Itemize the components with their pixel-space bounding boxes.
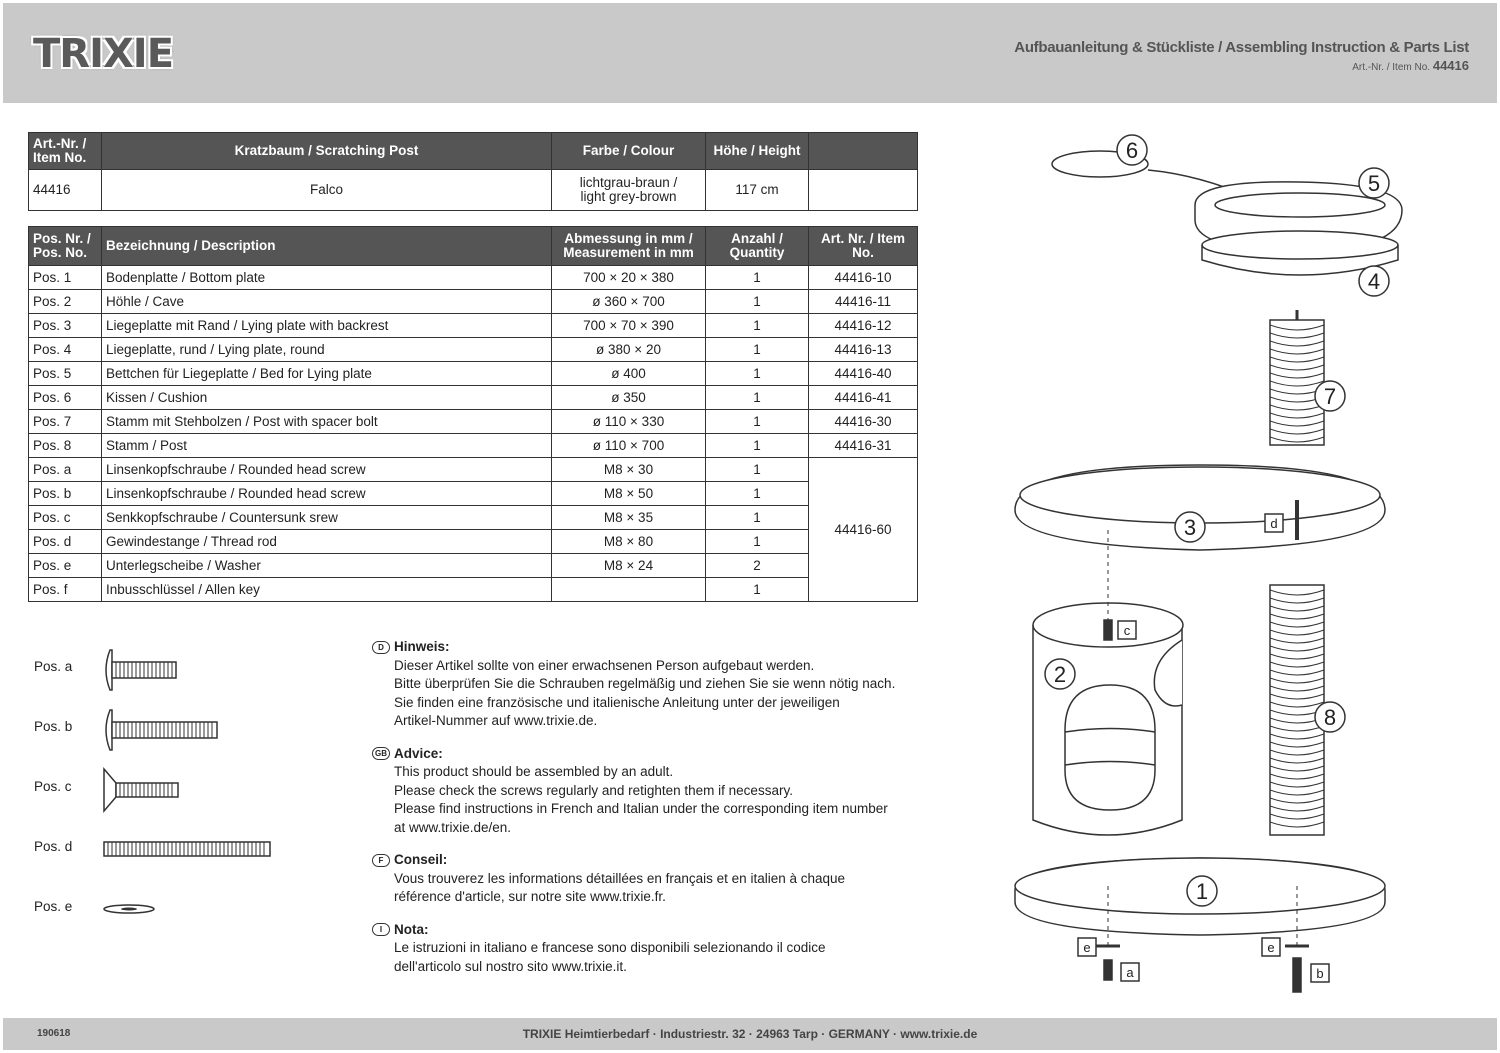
flag-gb-icon: GB [372,747,390,760]
product-colour [552,170,706,211]
parts-desc: Liegeplatte mit Rand / Lying plate with backrest [102,314,552,338]
callout-4-label: 4 [1367,269,1381,294]
note-line: Vous trouverez les informations détaillées en français et en italien à chaque [394,870,846,886]
parts-measure: ø 360 × 700 [552,290,706,314]
parts-desc: Linsenkopfschraube / Rounded head screw [102,482,552,506]
parts-table [28,226,918,602]
flag-fr-icon: F [372,854,390,867]
screw-e-label: Pos. e [34,899,73,914]
screw-d-label: Pos. d [34,839,73,854]
product-col-height: Höhe / Height [706,133,809,170]
parts-art: 44416-12 [809,314,918,338]
parts-pos: Pos. b [29,482,102,506]
parts-desc: Bodenplatte / Bottom plate [102,266,552,290]
washer-icon [102,897,162,921]
countersunk-screw-icon [102,767,182,813]
parts-desc: Senkkopfschraube / Countersunk srew [102,506,552,530]
product-height: 117 cm [706,170,809,211]
note-line: Please find instructions in French and Italian under the corresponding item number [394,801,888,816]
parts-row [29,410,918,434]
brand-logo: TRIXIE [33,31,174,77]
parts-qty: 1 [706,338,809,362]
parts-qty: 1 [706,434,809,458]
parts-row [29,314,918,338]
parts-row [29,554,918,578]
parts-desc: Stamm / Post [102,434,552,458]
parts-measure: ø 350 [552,386,706,410]
callout-a-label: a [1126,965,1134,980]
parts-row [29,506,918,530]
parts-pos: Pos. 5 [29,362,102,386]
note-de [372,638,932,731]
company-address: TRIXIE Heimtierbedarf · Industriestr. 32 · 24963 Tarp · GERMANY · www.trixie.de [522,1027,978,1041]
parts-pos: Pos. a [29,458,102,482]
screw-c [34,765,334,815]
parts-desc: Kissen / Cushion [102,386,552,410]
parts-row [29,578,918,602]
parts-body [29,266,918,602]
product-col-name: Kratzbaum / Scratching Post [102,133,552,170]
parts-pos: Pos. 6 [29,386,102,410]
parts-row [29,290,918,314]
parts-measure: M8 × 50 [552,482,706,506]
parts-measure: ø 110 × 700 [552,434,706,458]
parts-pos: Pos. e [29,554,102,578]
product-row [29,170,918,211]
callout-e-left-label: e [1083,940,1091,955]
callout-5-label: 5 [1367,171,1381,196]
parts-measure [552,578,706,602]
product-col-item: Art.-Nr. / Item No. [29,133,102,170]
callout-e-right-label: e [1267,940,1275,955]
note-line: Sie finden eine französische und italienische Anleitung unter der jeweiligen [394,694,840,710]
parts-pos: Pos. c [29,506,102,530]
parts-row [29,530,918,554]
parts-col-art: Art. Nr. / Item No. [809,227,918,266]
parts-art: 44416-40 [809,362,918,386]
parts-row [29,362,918,386]
note-line: This product should be assembled by an adult. [394,764,674,779]
parts-pos: Pos. 7 [29,410,102,434]
document-code: 190618 [37,1028,71,1039]
note-de-title: Hinweis: [394,639,450,654]
item-number-line [1352,58,1469,73]
parts-col-pos: Pos. Nr. / Pos. No. [29,227,102,266]
notes-section [372,638,932,990]
callout-7-label: 7 [1323,384,1337,409]
thread-rod-icon [102,827,274,873]
screw-a-label: Pos. a [34,659,73,674]
screw-b-label: Pos. b [34,719,73,734]
parts-desc: Inbusschlüssel / Allen key [102,578,552,602]
parts-art: 44416-13 [809,338,918,362]
parts-col-measure: Abmessung in mm / Measurement in mm [552,227,706,266]
note-it [372,921,932,977]
parts-desc: Stamm mit Stehbolzen / Post with spacer bolt [102,410,552,434]
note-line: Please check the screws regularly and retighten them if necessary. [394,782,793,798]
note-line: at www.trixie.de/en. [394,819,512,835]
note-en [372,745,932,838]
parts-row [29,386,918,410]
item-number-prefix: Art.-Nr. / Item No. [1352,62,1431,73]
parts-art-hardware: 44416-60 [809,458,918,602]
parts-qty: 2 [706,554,809,578]
callout-3-label: 3 [1183,515,1197,540]
parts-measure: M8 × 80 [552,530,706,554]
parts-measure: M8 × 35 [552,506,706,530]
round-plate-top [1202,231,1398,259]
parts-measure: M8 × 30 [552,458,706,482]
note-en-title: Advice: [394,745,443,761]
parts-qty: 1 [706,458,809,482]
callout-1-label: 1 [1195,879,1209,904]
parts-measure: ø 400 [552,362,706,386]
note-line: référence d'article, sur notre site www.trixie.fr. [394,889,666,904]
document-title: Aufbauanleitung & Stückliste / Assembling Instruction & Parts List [1014,39,1469,56]
callout-6-label: 6 [1125,138,1139,163]
parts-pos: Pos. f [29,578,102,602]
bed-inner [1215,193,1385,217]
note-it-title: Nota: [394,921,429,937]
screw-a [34,645,334,695]
screw-e [34,885,334,935]
callout-2-label: 2 [1053,662,1067,687]
parts-pos: Pos. 3 [29,314,102,338]
parts-measure: M8 × 24 [552,554,706,578]
parts-row [29,458,918,482]
parts-qty: 1 [706,386,809,410]
rounded-head-screw-icon [102,647,182,693]
parts-art: 44416-11 [809,290,918,314]
parts-art: 44416-10 [809,266,918,290]
page-footer [3,1018,1497,1050]
parts-pos: Pos. 1 [29,266,102,290]
parts-art: 44416-31 [809,434,918,458]
parts-measure: ø 110 × 330 [552,410,706,434]
item-number: 44416 [1432,58,1469,73]
parts-measure: ø 380 × 20 [552,338,706,362]
callout-c-label: c [1123,623,1131,638]
parts-art: 44416-41 [809,386,918,410]
screw-d [34,825,334,875]
flag-de-icon: D [372,641,390,654]
note-line: Dieser Artikel sollte von einer erwachsenen Person aufgebaut werden. [394,657,815,673]
screw-c-label: Pos. c [34,779,72,794]
parts-qty: 1 [706,266,809,290]
parts-qty: 1 [706,578,809,602]
parts-qty: 1 [706,482,809,506]
product-table [28,132,918,211]
parts-col-desc: Bezeichnung / Description [102,227,552,266]
note-line: dell'articolo sul nostro sito www.trixie.it. [394,958,627,974]
parts-qty: 1 [706,290,809,314]
parts-row [29,266,918,290]
parts-pos: Pos. 2 [29,290,102,314]
parts-row [29,338,918,362]
callout-b-label: b [1316,966,1324,981]
parts-qty: 1 [706,314,809,338]
parts-pos: Pos. 8 [29,434,102,458]
page-header [3,3,1497,103]
parts-pos: Pos. 4 [29,338,102,362]
product-item-no: 44416 [29,170,102,211]
product-col-colour: Farbe / Colour [552,133,706,170]
note-line: Le istruzioni in italiano e francese sono disponibili selezionando il codice [394,940,826,955]
product-colour-de: lichtgrau-braun / [579,175,678,190]
parts-col-qty: Anzahl / Quantity [706,227,809,266]
product-empty-cell [809,170,918,211]
parts-row [29,482,918,506]
parts-pos: Pos. d [29,530,102,554]
parts-desc: Gewindestange / Thread rod [102,530,552,554]
note-line: Bitte überprüfen Sie die Schrauben regelmäßig und ziehen Sie sie wenn nötig nach. [394,676,896,691]
note-fr-title: Conseil: [394,852,448,867]
parts-desc: Liegeplatte, rund / Lying plate, round [102,338,552,362]
cave-entrance [1065,685,1155,810]
parts-desc: Bettchen für Liegeplatte / Bed for Lying plate [102,362,552,386]
lying-plate-top [1020,467,1380,523]
product-colour-en: light grey-brown [580,189,677,204]
rounded-head-screw-long-icon [102,707,222,753]
note-fr [372,851,932,907]
parts-measure: 700 × 70 × 390 [552,314,706,338]
flag-it-icon: I [372,923,390,936]
parts-desc: Höhle / Cave [102,290,552,314]
callout-d-label: d [1270,516,1278,531]
product-col-empty [809,133,918,170]
parts-qty: 1 [706,410,809,434]
parts-qty: 1 [706,530,809,554]
parts-desc: Linsenkopfschraube / Rounded head screw [102,458,552,482]
note-line: Artikel-Nummer auf www.trixie.de. [394,713,598,728]
parts-desc: Unterlegscheibe / Washer [102,554,552,578]
screw-b [34,705,334,755]
parts-measure: 700 × 20 × 380 [552,266,706,290]
assembly-diagram [1000,120,1480,1000]
parts-row [29,434,918,458]
parts-qty: 1 [706,362,809,386]
parts-art: 44416-30 [809,410,918,434]
parts-qty: 1 [706,506,809,530]
product-name: Falco [102,170,552,211]
callout-8-label: 8 [1323,705,1337,730]
